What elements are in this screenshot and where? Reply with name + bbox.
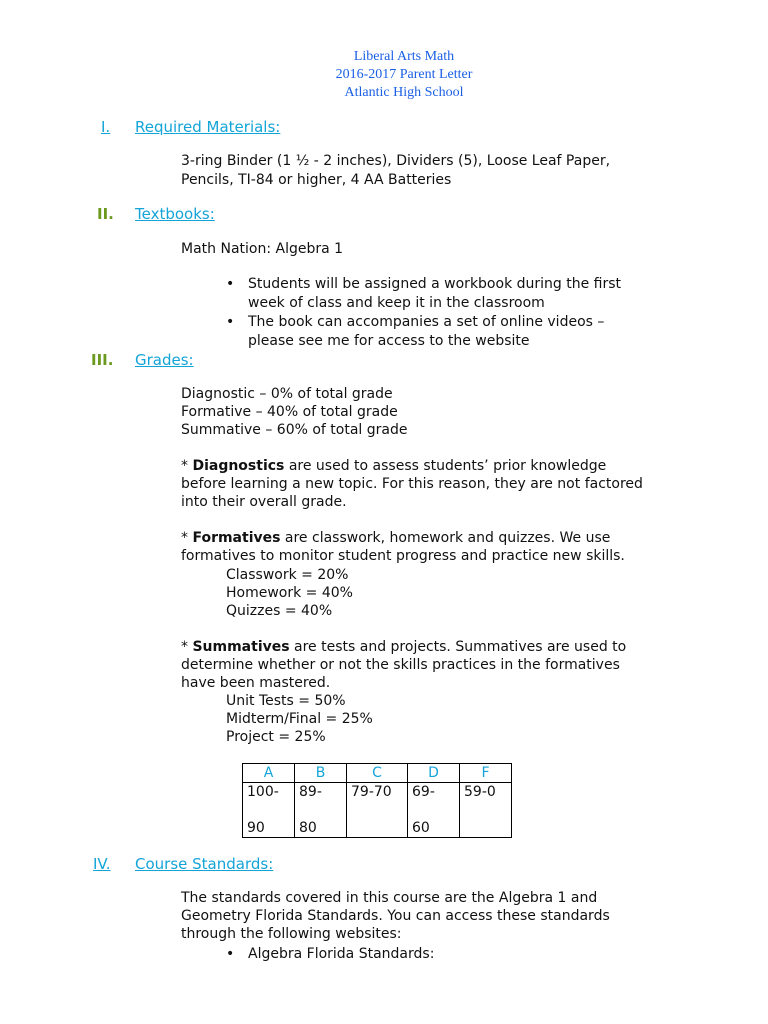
- diagnostics-paragraph-line-3: into their overall grade.: [181, 494, 347, 510]
- grade-range-b: 89- 80: [295, 783, 347, 838]
- materials-line-2: Pencils, TI-84 or higher, 4 AA Batteries: [181, 172, 452, 188]
- formative-item-homework: Homework = 40%: [226, 585, 353, 601]
- grade-letter-f: F: [460, 764, 512, 783]
- section-number: IV.: [93, 855, 111, 873]
- section-label: Required Materials:: [135, 118, 281, 136]
- diagnostics-paragraph-line-1: * Diagnostics are used to assess students’ prior knowledge: [181, 458, 607, 474]
- summative-item-unit-tests: Unit Tests = 50%: [226, 693, 346, 709]
- table-row: [243, 783, 512, 838]
- document-header: [0, 48, 768, 102]
- standards-line-3: through the following websites:: [181, 926, 402, 942]
- letter-title: 2016-2017 Parent Letter: [335, 67, 473, 82]
- school-name: Atlantic High School: [344, 85, 464, 100]
- section-label: Course Standards:: [135, 855, 274, 873]
- summatives-term: Summatives: [192, 639, 290, 655]
- standards-line-2: Geometry Florida Standards. You can access these standards: [181, 908, 610, 924]
- formative-item-classwork: Classwork = 20%: [226, 567, 349, 583]
- section-number: III.: [91, 351, 114, 369]
- grade-range-f: 59-0: [460, 783, 512, 838]
- diagnostics-term: Diagnostics: [192, 458, 285, 474]
- grade-letter-d: D: [408, 764, 460, 783]
- bullet-icon: •: [226, 946, 235, 962]
- grade-letter-b: B: [295, 764, 347, 783]
- bullet-icon: •: [226, 276, 235, 292]
- section-number: I.: [101, 118, 111, 136]
- summative-item-midterm-final: Midterm/Final = 25%: [226, 711, 373, 727]
- textbook-name: Math Nation: Algebra 1: [181, 241, 344, 257]
- grade-scale-table: [242, 763, 512, 838]
- section-label: Textbooks:: [135, 205, 215, 223]
- formatives-paragraph-line-1: * Formatives are classwork, homework and quizzes. We use: [181, 530, 611, 546]
- formative-item-quizzes: Quizzes = 40%: [226, 603, 333, 619]
- standards-line-1: The standards covered in this course are the Algebra 1 and: [181, 890, 598, 906]
- grade-range-a: 100- 90: [243, 783, 295, 838]
- summatives-paragraph-line-1: * Summatives are tests and projects. Summatives are used to: [181, 639, 627, 655]
- grade-weight-diagnostic: Diagnostic – 0% of total grade: [181, 386, 393, 402]
- grade-weight-summative: Summative – 60% of total grade: [181, 422, 408, 438]
- grade-letter-a: A: [243, 764, 295, 783]
- table-header-row: [243, 764, 512, 783]
- summative-item-project: Project = 25%: [226, 729, 326, 745]
- section-label: Grades:: [135, 351, 194, 369]
- course-title: Liberal Arts Math: [353, 49, 455, 64]
- grade-range-c: 79-70: [347, 783, 408, 838]
- section-number: II.: [97, 205, 114, 223]
- summatives-paragraph-line-2: determine whether or not the skills practices in the formatives: [181, 657, 620, 673]
- bullet-icon: •: [226, 314, 235, 330]
- formatives-term: Formatives: [192, 530, 281, 546]
- summatives-paragraph-line-3: have been mastered.: [181, 675, 331, 691]
- grade-weight-formative: Formative – 40% of total grade: [181, 404, 398, 420]
- materials-line-1: 3-ring Binder (1 ½ - 2 inches), Dividers (5), Loose Leaf Paper,: [181, 153, 611, 169]
- formatives-paragraph-line-2: formatives to monitor student progress and practice new skills.: [181, 548, 625, 564]
- diagnostics-paragraph-line-2: before learning a new topic. For this reason, they are not factored: [181, 476, 643, 492]
- grade-letter-c: C: [347, 764, 408, 783]
- grade-range-d: 69- 60: [408, 783, 460, 838]
